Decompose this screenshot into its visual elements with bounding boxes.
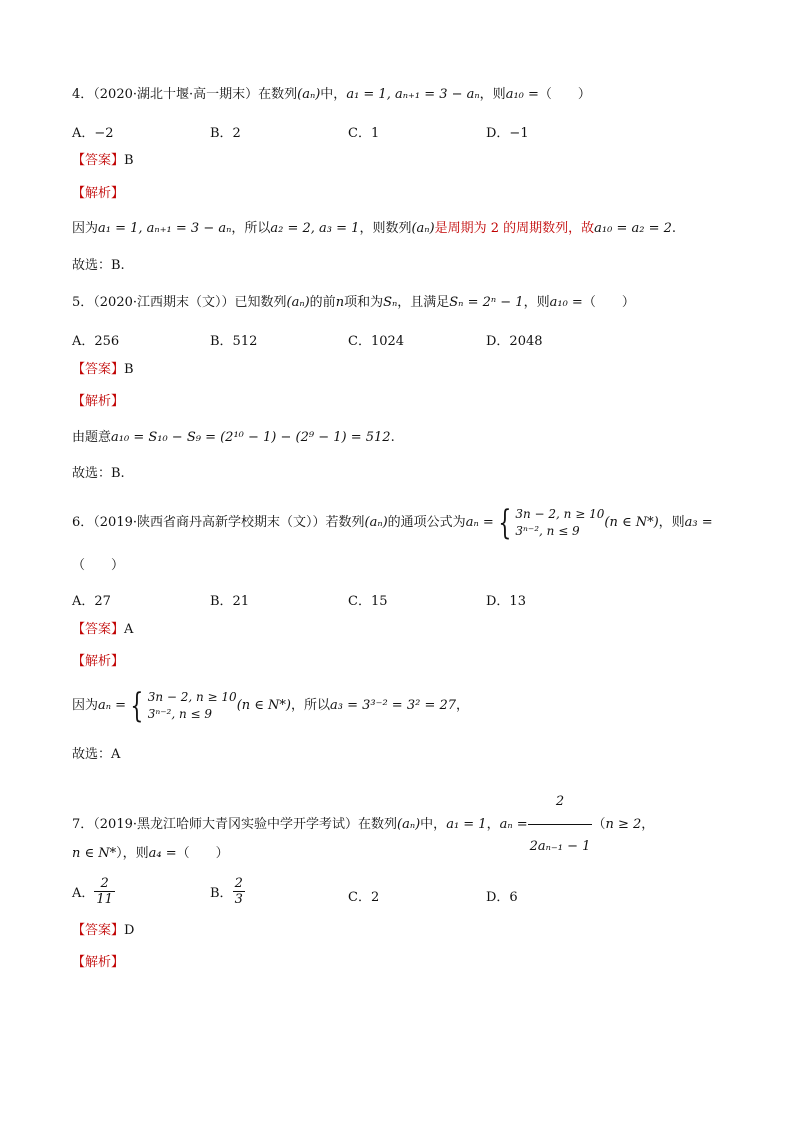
q5-conclusion: 故选：B. <box>72 466 125 481</box>
text: 中， <box>420 817 447 832</box>
q4-explanation: 因为a₁ = 1, aₙ₊₁ = 3 − aₙ，所以a₂ = 2, a₃ = 1，则数列(aₙ)是周期为 2 的周期数列，故a₁₀ = a₂ = 2. <box>72 221 677 236</box>
q7-option-a <box>72 876 115 907</box>
math-target: a₁₀ = <box>505 87 539 102</box>
explanation-label: 【解析】 <box>72 394 125 409</box>
math: (aₙ) <box>411 221 435 236</box>
q5-explanation <box>72 429 395 447</box>
math: (aₙ) <box>397 817 421 832</box>
text: ，所以 <box>231 221 271 236</box>
text: ，所以 <box>290 698 330 713</box>
text: ，则数列 <box>359 221 412 236</box>
math: a₁₀ = S₁₀ − S₉ = (2¹⁰ − 1) − (2⁹ − 1) = 512 <box>111 430 391 445</box>
case: 3ⁿ⁻², n ≤ 9 <box>515 523 580 538</box>
text: 由题意 <box>72 430 112 445</box>
answer-label: 【答案】 <box>72 362 125 377</box>
brace: { <box>130 685 144 726</box>
q4-stem <box>72 86 591 104</box>
math: (n ∈ N*) <box>604 515 659 530</box>
text: 是周期为 2 的周期数列，故 <box>434 221 595 236</box>
q5-stem <box>72 294 635 312</box>
q4-conclusion: 故选：B. <box>72 258 125 273</box>
text: 因为 <box>72 698 99 713</box>
q5-option-c: C．1024 <box>348 334 405 349</box>
math: a₁₀ = <box>549 295 583 310</box>
q4-stem-text: 4．（2020·湖北十堰·高一期末）在数列 <box>72 87 298 102</box>
math: a₄ = <box>148 846 177 861</box>
denominator: 3 <box>234 892 243 907</box>
math: aₙ = <box>499 817 528 832</box>
text: （ ） <box>582 295 635 310</box>
text: 项和为 <box>344 295 384 310</box>
text: ，则 <box>658 515 685 530</box>
q6-conclusion <box>72 746 120 764</box>
text: 6．（2019·陕西省商丹高新学校期末（文））若数列 <box>72 515 365 530</box>
q5-option-d: D．2048 <box>486 334 543 349</box>
q4-option-b: B．2 <box>210 126 241 141</box>
case: 3ⁿ⁻², n ≤ 9 <box>147 706 213 721</box>
case: 3n − 2, n ≥ 10 <box>515 506 605 521</box>
text: B． <box>210 886 233 901</box>
explanation-label: 【解析】 <box>72 186 125 201</box>
fraction <box>233 876 245 907</box>
math: aₙ = <box>465 515 494 530</box>
q5-option-a: A．256 <box>72 334 120 349</box>
text: 因为 <box>72 221 99 236</box>
q6-option-d: D．13 <box>486 594 526 609</box>
q6-option-c: C．15 <box>348 594 388 609</box>
q7-option-d: D．6 <box>486 890 518 905</box>
math: Sₙ = 2ⁿ − 1 <box>449 295 524 310</box>
math: n ∈ N* <box>72 846 117 861</box>
math: (n ∈ N*) <box>236 698 291 713</box>
q7-answer <box>72 922 134 940</box>
q7-stem-line2 <box>72 845 229 863</box>
brace: { <box>498 502 512 543</box>
math: a₁ = 1, aₙ₊₁ = 3 − aₙ <box>98 221 232 236</box>
q6-option-a: A．27 <box>72 594 111 609</box>
numerator: 2 <box>94 876 115 892</box>
math: (aₙ) <box>286 295 310 310</box>
math-sequence: (aₙ) <box>297 87 321 102</box>
q6-explanation-label <box>72 653 124 671</box>
piecewise <box>148 689 237 723</box>
math: a₁ = 1 <box>446 817 487 832</box>
explanation-label: 【解析】 <box>72 654 125 669</box>
text: 的通项公式为 <box>387 515 466 530</box>
math-condition: a₁ = 1, aₙ₊₁ = 3 − aₙ <box>346 87 480 102</box>
text: 的前 <box>309 295 336 310</box>
q6-option-b: B．21 <box>210 594 250 609</box>
text: （ <box>592 817 606 832</box>
q5-explanation-label <box>72 393 124 411</box>
q7-option-c: C．2 <box>348 890 380 905</box>
q4-stem-text: 中， <box>320 87 347 102</box>
fraction <box>94 876 115 907</box>
text: A． <box>72 886 95 901</box>
q5-answer <box>72 361 134 379</box>
q7-explanation-label <box>72 954 124 972</box>
text: （ ） <box>176 846 229 861</box>
q4-option-a: A．−2 <box>72 126 114 141</box>
math: n <box>335 295 345 310</box>
q6-stem-line2: （ ） <box>72 558 125 573</box>
q4-option-c: C．1 <box>348 126 380 141</box>
answer-label: 【答案】 <box>72 923 125 938</box>
math: a₃ = <box>684 515 713 530</box>
denominator: 2aₙ₋₁ − 1 <box>529 839 591 854</box>
text: 5．（2020·江西期末（文））已知数列 <box>72 295 287 310</box>
numerator: 2 <box>234 876 243 891</box>
text: ， <box>486 817 500 832</box>
math: a₂ = 2, a₃ = 1 <box>270 221 360 236</box>
answer-value: B <box>124 153 134 168</box>
q7-option-b <box>210 876 245 907</box>
answer-label: 【答案】 <box>72 153 125 168</box>
explanation-label: 【解析】 <box>72 955 125 970</box>
math: n ≥ 2 <box>605 817 642 832</box>
q6-answer <box>72 621 133 639</box>
piecewise <box>515 506 604 540</box>
text: ），则 <box>116 846 149 861</box>
math: Sₙ <box>383 295 398 310</box>
answer-value: D <box>124 923 135 938</box>
case: 3n − 2, n ≥ 10 <box>147 689 237 704</box>
q4-option-d: D．−1 <box>486 126 529 141</box>
q6-explanation <box>72 686 469 726</box>
q4-stem-text: ，则 <box>479 87 506 102</box>
math: aₙ = <box>98 698 127 713</box>
text: ， <box>641 817 655 832</box>
math: a₁₀ = a₂ = 2 <box>594 221 672 236</box>
answer-value: B <box>124 362 134 377</box>
denominator: 11 <box>96 892 113 907</box>
math: (aₙ) <box>364 515 388 530</box>
text: . <box>390 430 395 445</box>
q4-answer <box>72 152 134 170</box>
text: ， <box>456 698 470 713</box>
math: a₃ = 3³⁻² = 3² = 27 <box>330 698 457 713</box>
text: 故选：A <box>72 747 121 762</box>
text: 7．（2019·黑龙江哈师大青冈实验中学开学考试）在数列 <box>72 817 397 832</box>
q5-option-b: B．512 <box>210 334 258 349</box>
answer-value: A <box>124 622 134 637</box>
q6-stem <box>72 503 713 543</box>
fraction <box>528 780 593 869</box>
text: ，则 <box>523 295 550 310</box>
numerator: 2 <box>528 780 593 825</box>
q4-stem-text: （ ） <box>538 87 591 102</box>
q4-explanation-label <box>72 185 124 203</box>
answer-label: 【答案】 <box>72 622 125 637</box>
text: ，且满足 <box>397 295 450 310</box>
